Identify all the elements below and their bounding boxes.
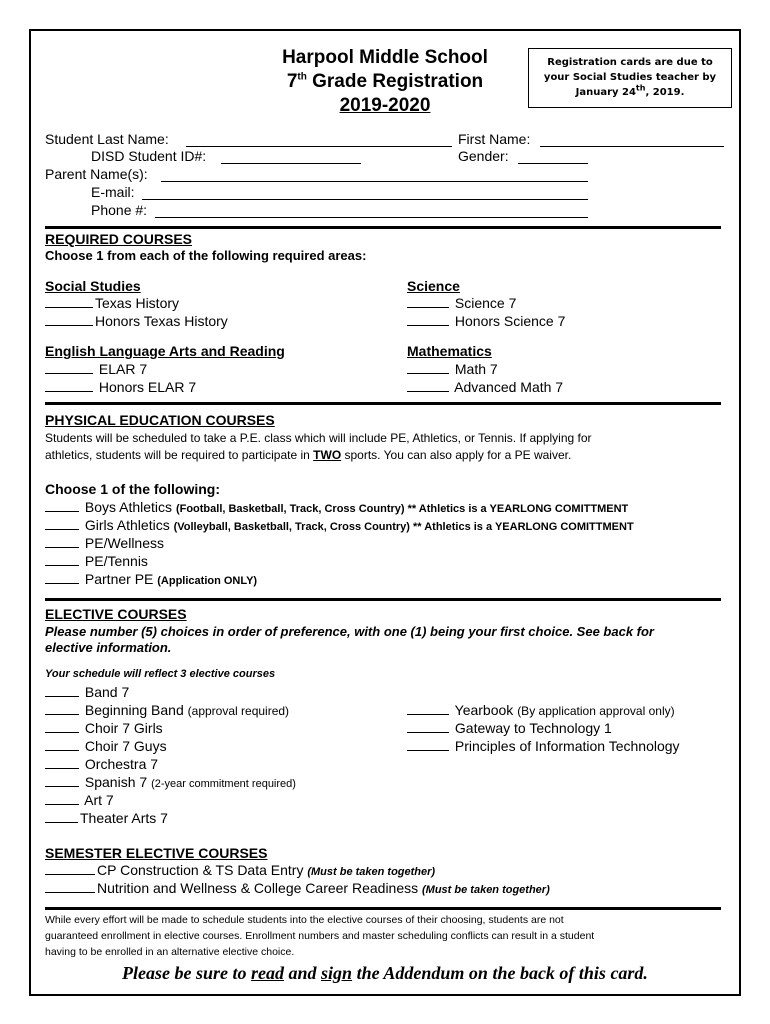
- elective-courses-heading: ELECTIVE COURSES: [45, 606, 187, 622]
- due-date-notice: Registration cards are due to your Social Studies teacher by January 24th, 2019.: [528, 48, 732, 108]
- email-label: E-mail:: [91, 184, 135, 200]
- science-heading: Science: [407, 278, 460, 294]
- option-boys-athletics[interactable]: Boys Athletics (Football, Basketball, Track, Cross Country) ** Athletics is a YEARLONG COMITTMENT: [45, 499, 628, 515]
- option-beginning-band[interactable]: Beginning Band (approval required): [45, 702, 289, 718]
- option-advanced-math-7[interactable]: Advanced Math 7: [407, 379, 563, 395]
- option-math-7[interactable]: Math 7: [407, 361, 498, 377]
- parent-names-label: Parent Name(s):: [45, 166, 148, 182]
- pe-description-line2: athletics, students will be required to participate in TWO sports. You can also apply for a PE waiver.: [45, 448, 572, 462]
- phone-label: Phone #:: [91, 202, 148, 218]
- disclaimer-line1: While every effort will be made to schedule students into the elective courses of their choosing, students are not: [45, 914, 564, 926]
- gender-field[interactable]: [518, 163, 588, 164]
- section-divider: [45, 598, 721, 601]
- elective-schedule-note: Your schedule will reflect 3 elective courses: [45, 668, 276, 680]
- mathematics-heading: Mathematics: [407, 343, 492, 359]
- parent-names-field[interactable]: [161, 181, 588, 182]
- required-instruction: Choose 1 from each of the following required areas:: [45, 248, 367, 263]
- student-last-name-field[interactable]: [186, 146, 452, 147]
- elective-instruction-line1: Please number (5) choices in order of preference, with one (1) being your first choice. See back for: [45, 624, 654, 639]
- section-divider: [45, 402, 721, 405]
- option-gateway-to-technology[interactable]: Gateway to Technology 1: [407, 720, 612, 736]
- option-partner-pe[interactable]: Partner PE (Application ONLY): [45, 571, 257, 587]
- gender-label: Gender:: [458, 148, 509, 164]
- school-name: Harpool Middle School: [282, 47, 488, 68]
- option-pe-tennis[interactable]: PE/Tennis: [45, 553, 148, 569]
- disclaimer-line2: guaranteed enrollment in elective courses. Enrollment numbers and master scheduling conflicts can result in a student: [45, 930, 595, 942]
- section-divider: [45, 907, 721, 910]
- option-nutrition-wellness[interactable]: Nutrition and Wellness & College Career Readiness (Must be taken together): [45, 880, 550, 896]
- option-choir-7-girls[interactable]: Choir 7 Girls: [45, 720, 163, 736]
- disclaimer-line3: having to be enrolled in an alternative elective choice.: [45, 946, 295, 958]
- option-spanish-7[interactable]: Spanish 7 (2-year commitment required): [45, 774, 296, 790]
- addendum-reminder: Please be sure to read and sign the Addendum on the back of this card.: [122, 963, 648, 983]
- option-honors-texas-history[interactable]: Honors Texas History: [45, 313, 228, 329]
- student-id-label: DISD Student ID#:: [91, 148, 207, 164]
- school-year: 2019-2020: [339, 95, 431, 116]
- option-band-7[interactable]: Band 7: [45, 684, 129, 700]
- email-field[interactable]: [142, 199, 588, 200]
- option-orchestra-7[interactable]: Orchestra 7: [45, 756, 158, 772]
- option-science-7[interactable]: Science 7: [407, 295, 516, 311]
- option-principles-of-it[interactable]: Principles of Information Technology: [407, 738, 680, 754]
- ela-heading: English Language Arts and Reading: [45, 343, 285, 359]
- option-art-7[interactable]: Art 7: [45, 792, 114, 808]
- elective-instruction-line2: elective information.: [45, 640, 172, 655]
- option-choir-7-guys[interactable]: Choir 7 Guys: [45, 738, 167, 754]
- student-last-name-label: Student Last Name:: [45, 131, 169, 147]
- option-honors-science-7[interactable]: Honors Science 7: [407, 313, 565, 329]
- pe-courses-heading: PHYSICAL EDUCATION COURSES: [45, 412, 275, 428]
- option-yearbook[interactable]: Yearbook (By application approval only): [407, 702, 675, 718]
- semester-electives-heading: SEMESTER ELECTIVE COURSES: [45, 845, 268, 861]
- option-girls-athletics[interactable]: Girls Athletics (Volleyball, Basketball, Track, Cross Country) ** Athletics is a YEARLONG COMITTMENT: [45, 517, 634, 533]
- option-cp-construction[interactable]: CP Construction & TS Data Entry (Must be taken together): [45, 862, 435, 878]
- first-name-label: First Name:: [458, 131, 531, 147]
- pe-choose-heading: Choose 1 of the following:: [45, 481, 220, 497]
- grade-registration-title: 7th Grade Registration: [286, 71, 484, 92]
- option-pe-wellness[interactable]: PE/Wellness: [45, 535, 164, 551]
- option-elar-7[interactable]: ELAR 7: [45, 361, 147, 377]
- option-honors-elar-7[interactable]: Honors ELAR 7: [45, 379, 196, 395]
- phone-field[interactable]: [155, 217, 588, 218]
- first-name-field[interactable]: [540, 146, 724, 147]
- required-courses-heading: REQUIRED COURSES: [45, 231, 193, 247]
- section-divider: [45, 226, 721, 229]
- social-studies-heading: Social Studies: [45, 278, 141, 294]
- student-id-field[interactable]: [221, 163, 361, 164]
- option-theater-arts-7[interactable]: Theater Arts 7: [45, 810, 168, 826]
- pe-description-line1: Students will be scheduled to take a P.E. class which will include PE, Athletics, or Tennis. If applying for: [45, 431, 592, 445]
- option-texas-history[interactable]: Texas History: [45, 295, 179, 311]
